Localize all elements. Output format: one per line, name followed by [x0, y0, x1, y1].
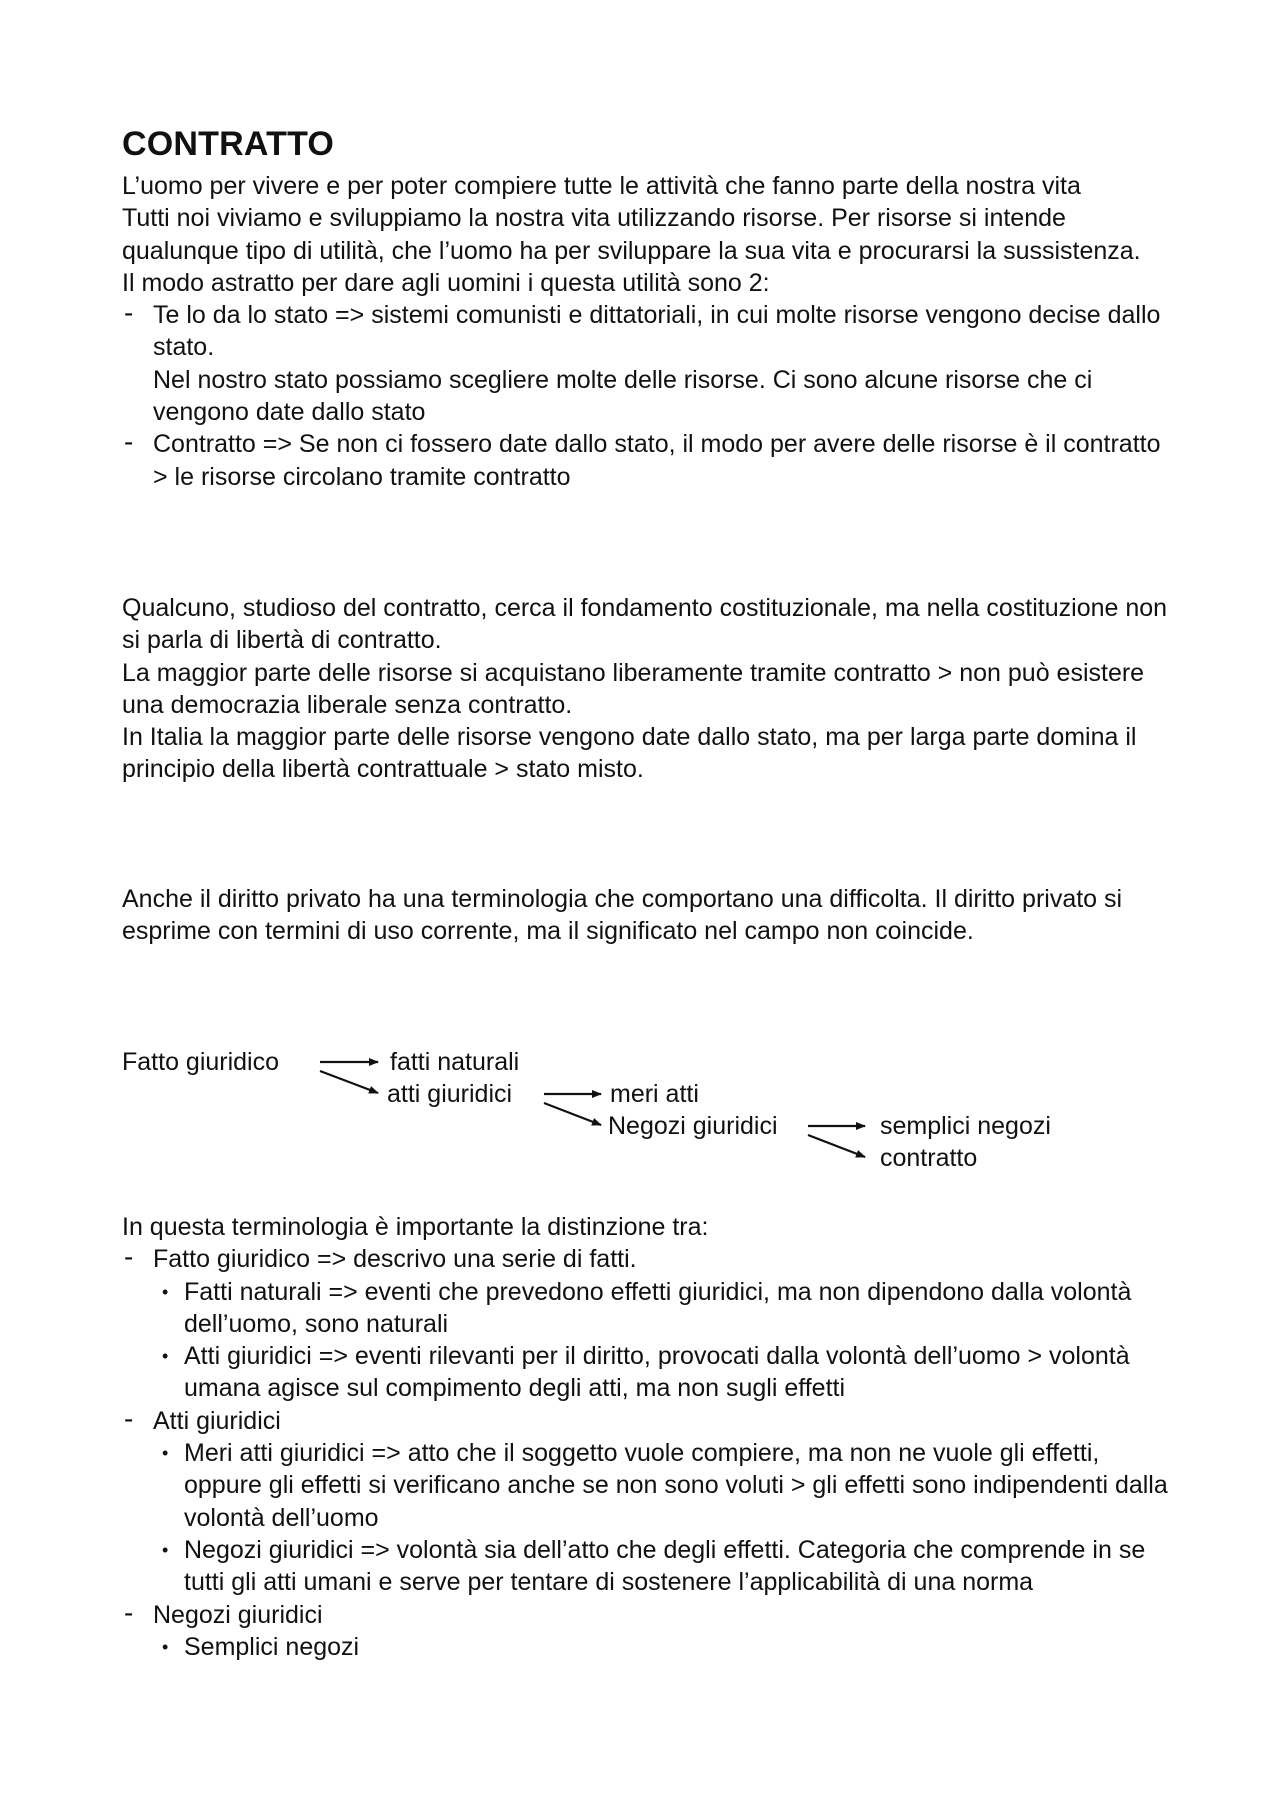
section-distinction	[122, 1211, 1182, 1663]
diagram-node-atti-giuridici: atti giuridici	[387, 1080, 513, 1108]
paragraph: Il modo astratto per dare agli uomini i questa utilità sono 2:	[122, 268, 770, 297]
list-item	[122, 1405, 1182, 1437]
sub-list-item: • Fatti naturali => eventi che prevedono effetti giuridici, ma non dipendono dalla volontà dell’uomo, sono naturali	[122, 1276, 1182, 1341]
diagram-node-meri-atti: meri atti	[610, 1080, 699, 1108]
diagram-node-contratto: contratto	[880, 1144, 978, 1172]
list-item	[122, 299, 1182, 428]
sub-list-item: • Negozi giuridici => volontà sia dell’atto che degli effetti. Categoria che comprende in se tutti gli atti umani e serve per tentare di sostenere l’applicabilità di una norma	[122, 1534, 1182, 1599]
paragraph: La maggior parte delle risorse si acquistano liberamente tramite contratto > non può esistere una democrazia liberale senza contratto.	[122, 658, 1145, 719]
paragraph: Qualcuno, studioso del contratto, cerca il fondamento costituzionale, ma nella costituzione non si parla di libertà di contratto.	[122, 594, 1168, 655]
sub-list-item: • Atti giuridici => eventi rilevanti per il diritto, provocati dalla volontà dell’uomo > volontà umana agisce sul compimento degli atti, ma non sugli effetti	[122, 1340, 1182, 1405]
list-item	[122, 1243, 1182, 1275]
paragraph: Anche il diritto privato ha una terminologia che comportano una difficolta. Il diritto privato si esprime con termini di uso corrente, ma il significato nel campo non coincide.	[122, 885, 1123, 946]
paragraph: In questa terminologia è importante la distinzione tra:	[122, 1213, 709, 1241]
section-terminology	[122, 883, 1182, 948]
arrow-to-contratto	[808, 1135, 865, 1157]
list-item-text: Nel nostro stato possiamo scegliere molte delle risorse. Ci sono alcune risorse che ci vengono date dallo stato	[153, 365, 1093, 427]
list-item-text: - Te lo da lo stato => sistemi comunisti e dittatoriali, in cui molte risorse vengono decise dallo stato.	[153, 301, 1161, 362]
sub-list-item: • Meri atti giuridici => atto che il soggetto vuole compiere, ma non ne vuole gli effetti, oppure gli effetti si verificano anche se non sono voluti > gli effetti sono indipendenti dalla volontà dell’uomo	[122, 1437, 1182, 1534]
sub-list-item: • Semplici negozi	[122, 1631, 1182, 1663]
paragraph: In Italia la maggior parte delle risorse vengono date dallo stato, ma per larga parte domina il principio della libertà contrattuale > stato misto.	[122, 723, 1137, 784]
diagram-node-fatto-giuridico: Fatto giuridico	[122, 1048, 280, 1076]
list-item	[122, 1599, 1182, 1631]
diagram-node-fatti-naturali: fatti naturali	[390, 1048, 520, 1076]
bullet-list	[122, 1437, 1182, 1598]
list-item-text: Atti giuridici	[153, 1406, 281, 1435]
paragraph: Tutti noi viviamo e sviluppiamo la nostra vita utilizzando risorse. Per risorse si intende qualunque tipo di utilità, che l’uomo ha per sviluppare la sua vita e procurarsi la sussistenza.	[122, 204, 1141, 265]
list-item-text: Negozi giuridici	[153, 1600, 323, 1629]
arrow-to-atti-giuridici	[320, 1071, 378, 1093]
page-title: CONTRATTO	[122, 125, 335, 163]
bullet-list	[122, 1631, 1182, 1663]
dash-list	[122, 1405, 1182, 1437]
diagram-node-negozi-giuridici: Negozi giuridici	[608, 1112, 778, 1140]
arrow-to-negozi-giuridici	[544, 1103, 601, 1125]
section-constitution	[122, 592, 1182, 786]
diagram-node-semplici-negozi: semplici negozi	[880, 1112, 1051, 1140]
list-item-text: Fatto giuridico => descrivo una serie di fatti.	[153, 1245, 637, 1274]
bullet-list	[122, 1276, 1182, 1405]
paragraph: L’uomo per vivere e per poter compiere tutte le attività che fanno parte della nostra vita	[122, 172, 1081, 200]
dash-list	[122, 1243, 1182, 1275]
list-item: - Contratto => Se non ci fossero date dallo stato, il modo per avere delle risorse è il contratto > le risorse circolano tramite contratto	[122, 428, 1182, 493]
section-resources	[122, 170, 1182, 493]
dash-list	[122, 1599, 1182, 1631]
dash-list	[122, 299, 1182, 493]
